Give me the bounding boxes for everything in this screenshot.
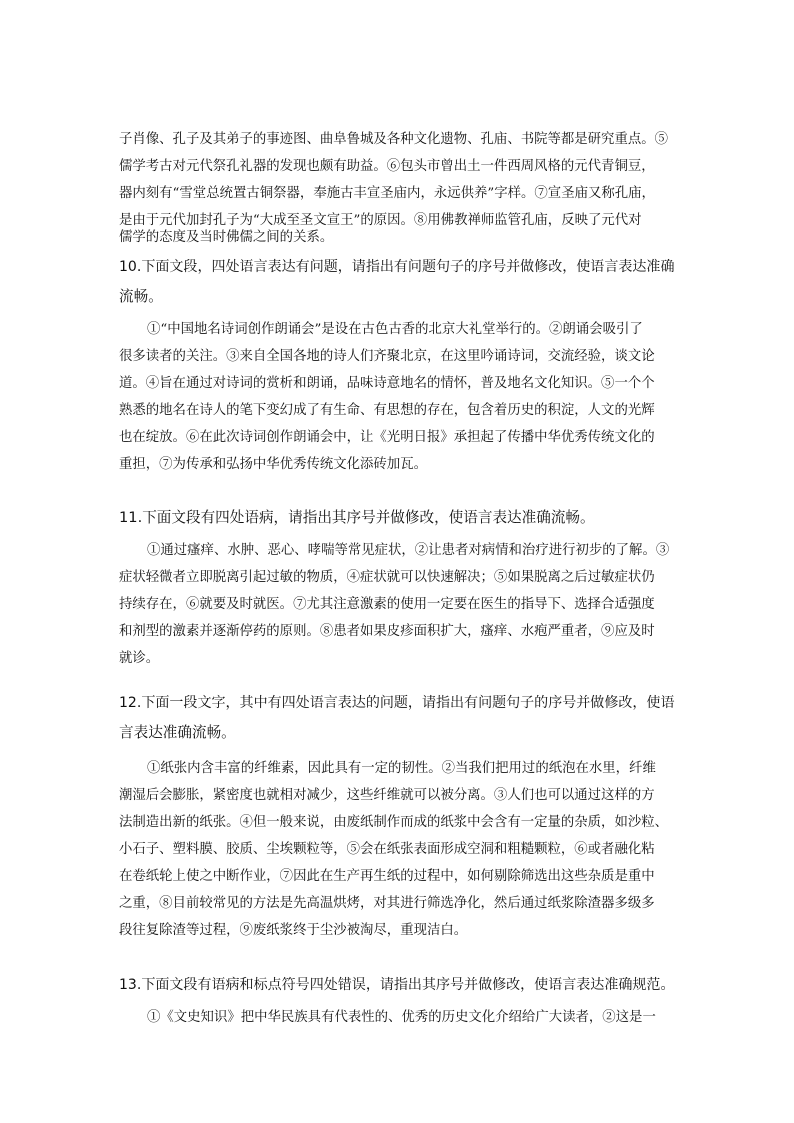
passage-line: 儒学的态度及当时佛儒之间的关系。 — [119, 230, 334, 245]
question-10-prompt: 流畅。 — [119, 288, 163, 305]
question-11-passage-line: 持续存在，⑥就要及时就医。⑦尤其注意激素的使用一定要在医生的指导下、选择合适强度 — [119, 597, 655, 612]
question-12-passage-line: ①纸张内含丰富的纤维素，因此具有一定的韧性。②当我们把用过的纸泡在水里，纤维 — [147, 761, 656, 776]
question-12-passage-line: 段往复除渣等过程，⑨废纸浆终于尘沙被淘尽，重现洁白。 — [119, 923, 468, 938]
question-11-passage-line: 就诊。 — [119, 651, 160, 666]
question-11-passage-line: 和剂型的激素并逐渐停药的原则。⑧患者如果皮疹面积扩大，瘙痒、水疱严重者，⑨应及时 — [119, 624, 655, 639]
question-11-prompt: 11.下面文段有四处语病，请指出其序号并做修改，使语言表达准确流畅。 — [119, 509, 595, 526]
question-10-prompt: 10.下面文段，四处语言表达有问题，请指出有问题句子的序号并做修改，使语言表达准确 — [119, 259, 675, 275]
question-12-prompt: 12.下面一段文字，其中有四处语言表达的问题，请指出有问题句子的序号并做修改，使语 — [119, 695, 675, 711]
question-12-passage-line: 潮湿后会膨胀，紧密度也就相对减少，这些纤维就可以被分离。③人们也可以通过这样的方 — [119, 788, 655, 803]
passage-line: 儒学考古对元代祭孔礼器的发现也颇有助益。⑥包头市曾出土一件西周风格的元代青铜豆， — [119, 159, 655, 174]
question-10-passage-line: 很多读者的关注。③来自全国各地的诗人们齐聚北京，在这里吟诵诗词，交流经验，谈文论 — [119, 349, 655, 364]
question-10-passage-line: 也在绽放。⑥在此次诗词创作朗诵会中，让《光明日报》承担起了传播中华优秀传统文化的 — [119, 430, 655, 445]
question-11-passage-line: ①通过瘙痒、水肿、恶心、哮喘等常见症状，②让患者对病情和治疗进行初步的了解。③ — [147, 543, 670, 558]
passage-line: 器内刻有“雪堂总统置古铜祭器，奉施古丰宣圣庙内，永远供养”字样。⑦宣圣庙又称孔庙， — [119, 186, 655, 201]
question-10-passage-line: 重担，⑦为传承和弘扬中华优秀传统文化添砖加瓦。 — [119, 457, 427, 472]
question-13-passage-line: ①《文史知识》把中华民族具有代表性的、优秀的历史文化介绍给广大读者，②这是一 — [147, 1010, 656, 1025]
question-10-passage-line: 熟悉的地名在诗人的笔下变幻成了有生命、有思想的存在，包含着历史的积淀，人文的光辉 — [119, 403, 655, 418]
passage-line: 是由于元代加封孔子为“大成至圣文宣王”的原因。⑧用佛教禅师监管孔庙，反映了元代对 — [119, 213, 642, 228]
question-11-passage-line: 症状轻微者立即脱离引起过敏的物质，④症状就可以快速解决；⑤如果脱离之后过敏症状仍 — [119, 570, 655, 585]
question-12-passage-line: 在卷纸轮上使之中断作业，⑦因此在生产再生纸的过程中，如何剔除筛选出这些杂质是重中 — [119, 869, 655, 884]
question-12-passage-line: 法制造出新的纸张。④但一般来说，由废纸制作而成的纸浆中会含有一定量的杂质，如沙粒、 — [119, 815, 669, 830]
question-10-passage-line: ①“中国地名诗词创作朗诵会”是设在古色古香的北京大礼堂举行的。②朗诵会吸引了 — [147, 322, 643, 337]
question-10-passage-line: 道。④旨在通过对诗词的赏析和朗诵，品味诗意地名的情怀，普及地名文化知识。⑤一个个 — [119, 376, 655, 391]
question-12-passage-line: 之重，⑧目前较常见的方法是先高温烘烤，对其进行筛选净化，然后通过纸浆除渣器多级多 — [119, 896, 655, 911]
question-12-prompt: 言表达准确流畅。 — [119, 724, 236, 741]
question-12-passage-line: 小石子、塑料膜、胶质、尘埃颗粒等，⑤会在纸张表面形成空洞和粗糙颗粒，⑥或者融化粘 — [119, 842, 655, 857]
passage-line: 子肖像、孔子及其弟子的事迹图、曲阜鲁城及各种文化遗物、孔庙、书院等都是研究重点。⑤ — [119, 132, 669, 147]
question-13-prompt: 13.下面文段有语病和标点符号四处错误，请指出其序号并做修改，使语言表达准确规范。 — [119, 977, 675, 993]
